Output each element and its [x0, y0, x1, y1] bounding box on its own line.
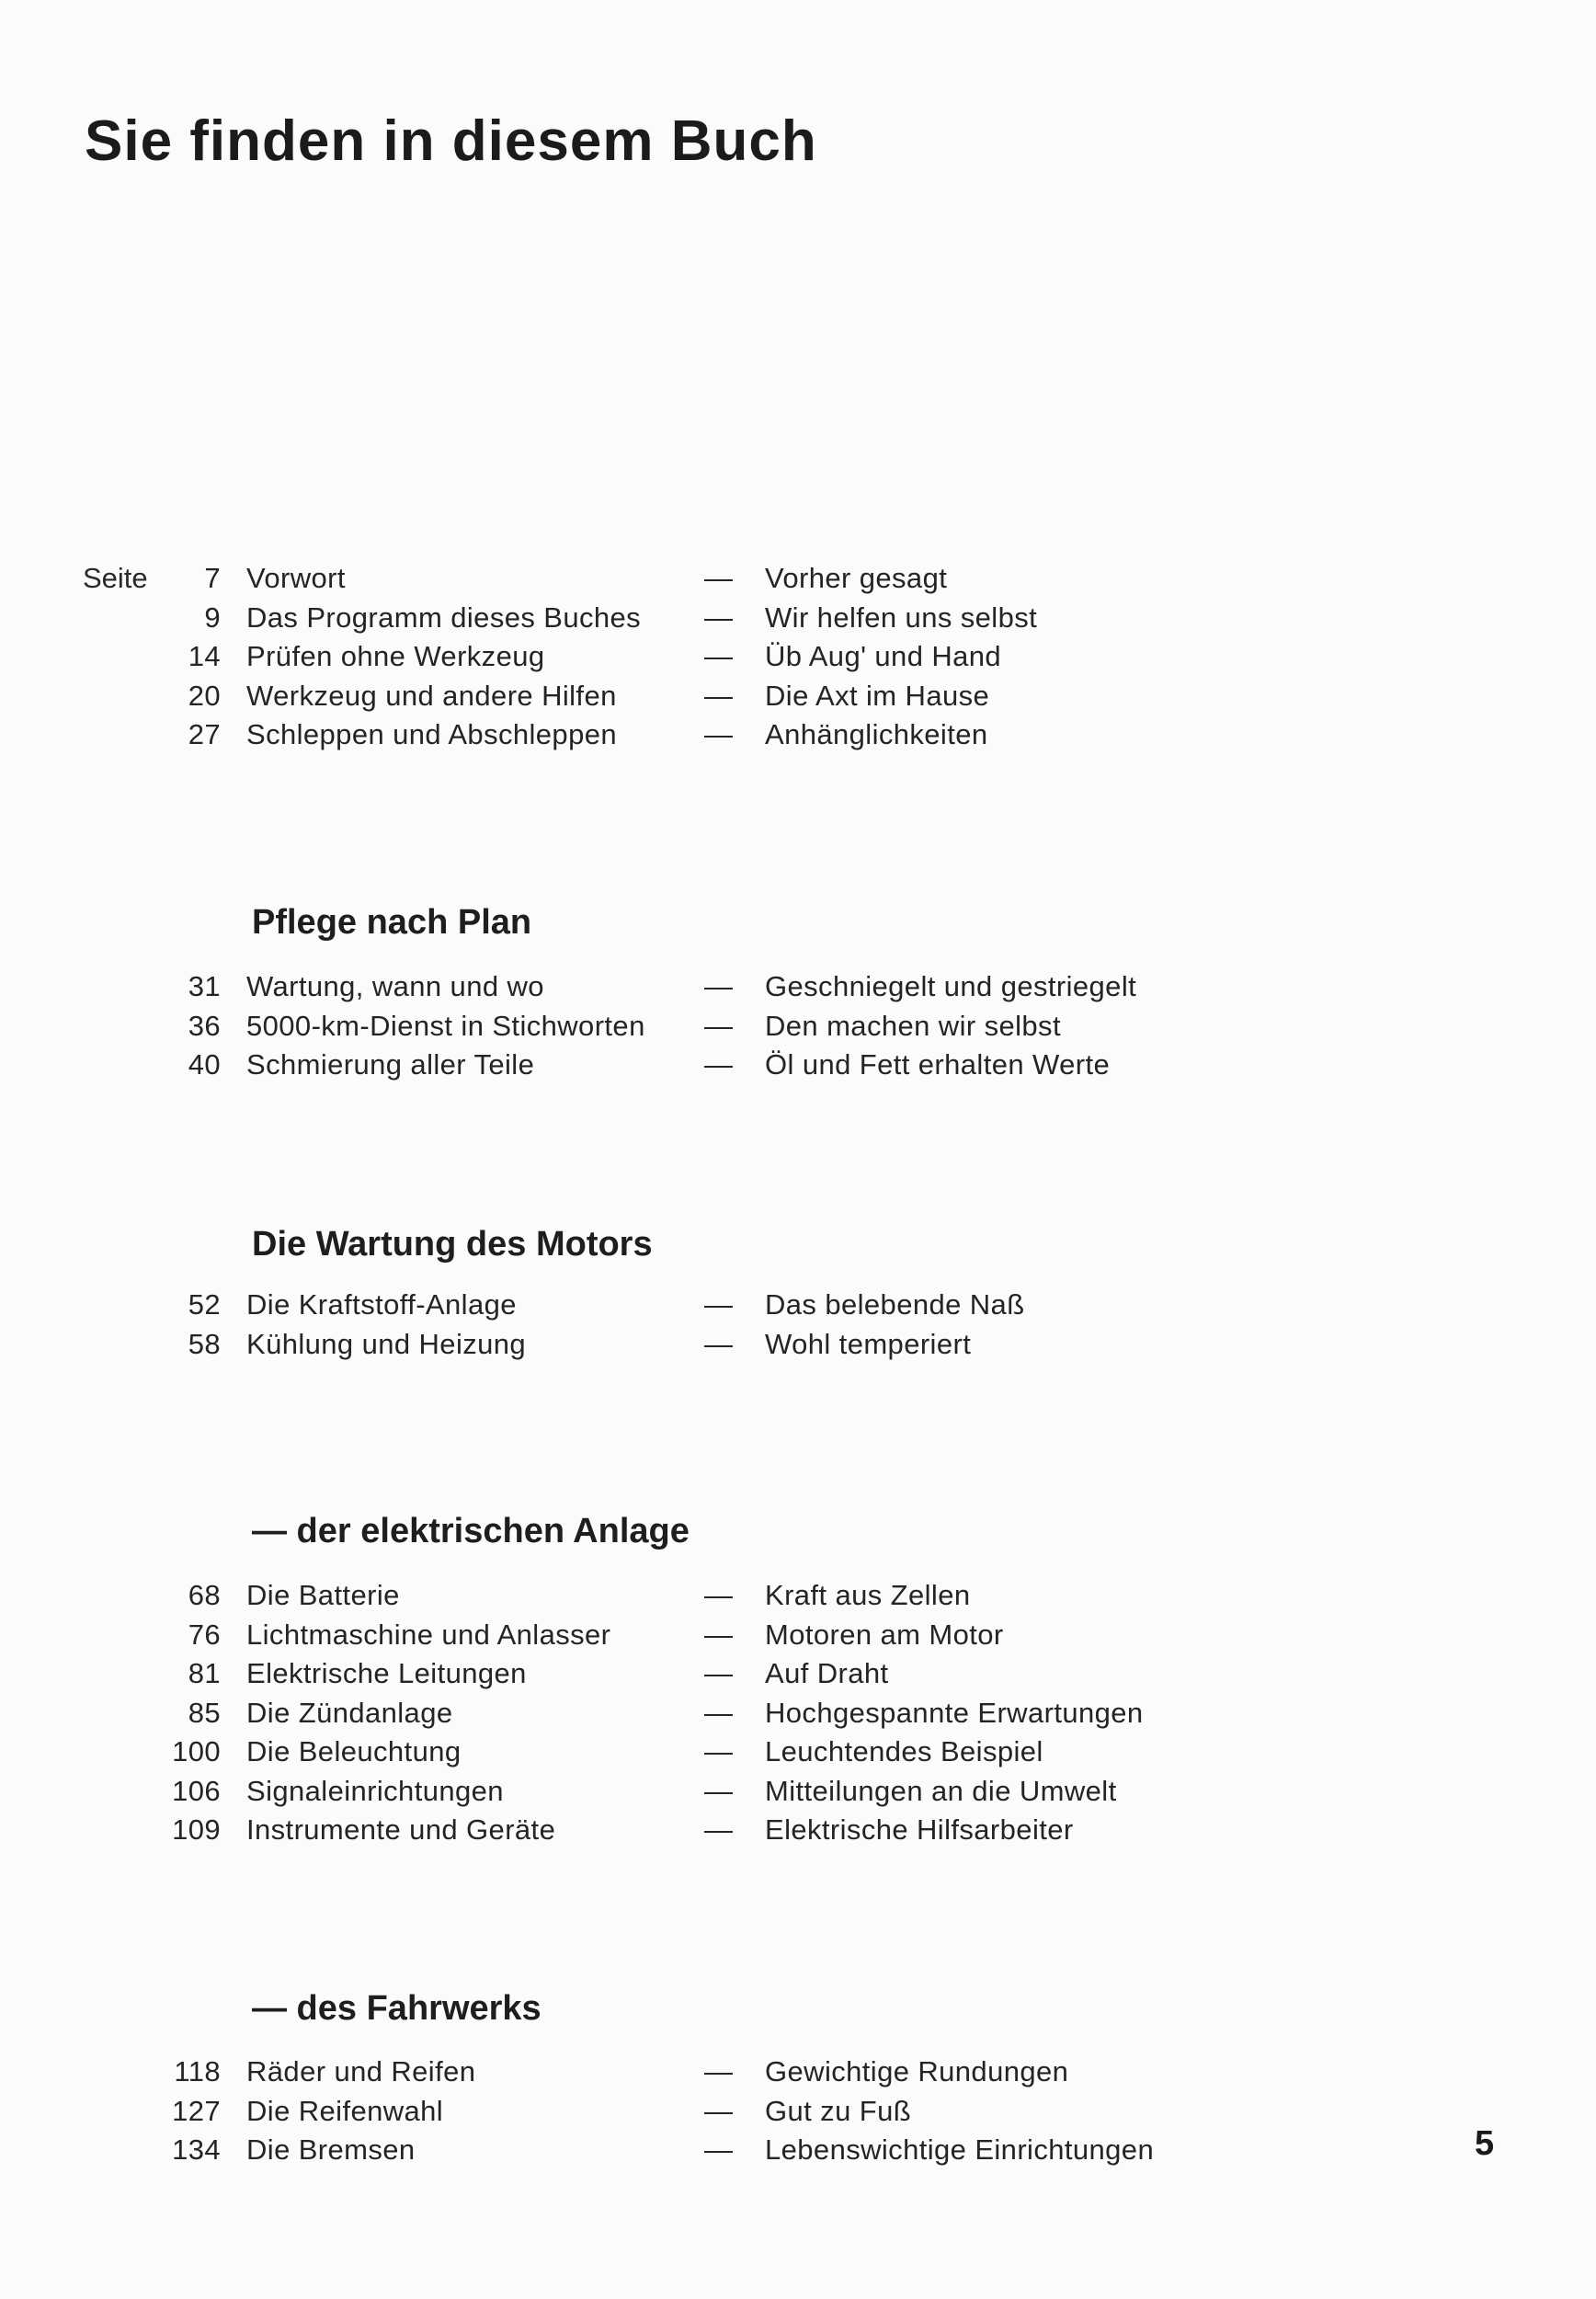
toc-entry-subtitle: Öl und Fett erhalten Werte [765, 1048, 1111, 1081]
section-heading-motor: Die Wartung des Motors [252, 1225, 653, 1264]
toc-intro-list [0, 559, 1596, 755]
section-heading-elektrik: — der elektrischen Anlage [252, 1512, 690, 1550]
toc-entry [0, 715, 1596, 755]
toc-entry [0, 677, 1596, 716]
toc-page-number: 109 [172, 1813, 221, 1846]
toc-page-number: 100 [172, 1735, 221, 1767]
toc-entry-title: Signaleinrichtungen [246, 1774, 504, 1807]
toc-entry-title: Die Kraftstoff-Anlage [246, 1288, 517, 1321]
toc-page-number: 9 [204, 600, 221, 634]
toc-dash: — [704, 1696, 734, 1729]
toc-page-number: 118 [174, 2055, 221, 2087]
toc-page-number: 27 [188, 718, 221, 750]
section-heading-pflege: Pflege nach Plan [252, 903, 532, 942]
toc-entry-title: Kühlung und Heizung [246, 1327, 527, 1360]
toc-entry-subtitle: Wir helfen uns selbst [765, 600, 1038, 634]
toc-entry-title: Das Programm dieses Buches [246, 600, 642, 634]
toc-entry [0, 1811, 1596, 1850]
toc-entry [0, 1007, 1596, 1047]
toc-page-number: 58 [188, 1327, 221, 1360]
toc-entry-title: Die Zündanlage [246, 1696, 453, 1729]
toc-page-number: 127 [172, 2094, 221, 2127]
toc-dash: — [704, 718, 734, 750]
toc-dash: — [704, 1735, 734, 1767]
toc-entry-title: Die Bremsen [246, 2133, 416, 2166]
toc-entry-subtitle: Hochgespannte Erwartungen [765, 1696, 1144, 1729]
toc-page-number: 68 [188, 1579, 221, 1611]
toc-entry-subtitle: Das belebende Naß [765, 1288, 1025, 1321]
toc-entry-subtitle: Anhänglichkeiten [765, 718, 988, 750]
toc-dash: — [704, 1048, 734, 1081]
toc-entry-title: Die Reifenwahl [246, 2094, 444, 2127]
toc-section-pflege [0, 967, 1596, 1085]
page-number: 5 [1475, 2124, 1495, 2163]
toc-entry-subtitle: Kraft aus Zellen [765, 1579, 971, 1611]
toc-dash: — [704, 1774, 734, 1807]
section-heading-fahrwerk: — des Fahrwerks [252, 1989, 542, 2028]
toc-page-number: 85 [188, 1696, 221, 1729]
toc-entry-subtitle: Üb Aug' und Hand [765, 640, 1002, 672]
toc-entry-title: Räder und Reifen [246, 2055, 476, 2087]
toc-entry-title: Prüfen ohne Werkzeug [246, 640, 545, 672]
toc-dash: — [704, 970, 734, 1002]
toc-entry-title: Instrumente und Geräte [246, 1813, 556, 1846]
toc-entry [0, 967, 1596, 1007]
toc-entry-subtitle: Den machen wir selbst [765, 1009, 1061, 1042]
toc-entry-title: Werkzeug und andere Hilfen [246, 679, 617, 712]
toc-page-number: 106 [172, 1774, 221, 1807]
toc-entry-title: Wartung, wann und wo [246, 970, 544, 1002]
toc-page-number: 36 [188, 1009, 221, 1042]
toc-page-number: 76 [188, 1618, 221, 1651]
toc-entry-title: Elektrische Leitungen [246, 1657, 527, 1689]
toc-dash: — [704, 1657, 734, 1689]
toc-page-number: 20 [188, 679, 221, 712]
toc-entry [0, 1772, 1596, 1812]
toc-entry [0, 559, 1596, 599]
toc-dash: — [704, 1579, 734, 1611]
toc-entry [0, 1654, 1596, 1694]
toc-entry [0, 2092, 1596, 2132]
toc-page-number: 14 [188, 640, 221, 672]
toc-page-number: 7 [204, 562, 221, 594]
toc-page-number: 81 [188, 1657, 221, 1689]
toc-entry [0, 1286, 1596, 1325]
toc-entry-title: Die Beleuchtung [246, 1735, 462, 1767]
toc-entry [0, 2131, 1596, 2170]
toc-dash: — [704, 1288, 734, 1321]
toc-entry-subtitle: Motoren am Motor [765, 1618, 1004, 1651]
toc-section-elektrik [0, 1576, 1596, 1850]
toc-dash: — [704, 562, 734, 594]
toc-entry [0, 637, 1596, 677]
toc-dash: — [704, 2133, 734, 2166]
toc-entry [0, 1046, 1596, 1085]
toc-entry-subtitle: Auf Draht [765, 1657, 889, 1689]
toc-dash: — [704, 2094, 734, 2127]
toc-entry [0, 2053, 1596, 2092]
toc-entry-subtitle: Die Axt im Hause [765, 679, 990, 712]
toc-dash: — [704, 1813, 734, 1846]
toc-entry [0, 1733, 1596, 1772]
toc-page-number: 134 [172, 2133, 221, 2166]
toc-entry-subtitle: Gewichtige Rundungen [765, 2055, 1069, 2087]
toc-entry [0, 1616, 1596, 1655]
page-title: Sie finden in diesem Buch [85, 109, 817, 173]
toc-dash: — [704, 640, 734, 672]
toc-section-fahrwerk [0, 2053, 1596, 2170]
toc-entry-title: Schmierung aller Teile [246, 1048, 535, 1081]
toc-page-number: 31 [188, 970, 221, 1002]
toc-entry-subtitle: Elektrische Hilfsarbeiter [765, 1813, 1074, 1846]
toc-dash: — [704, 600, 734, 634]
toc-dash: — [704, 1009, 734, 1042]
toc-entry-title: Vorwort [246, 562, 346, 594]
toc-dash: — [704, 1618, 734, 1651]
toc-page-number: 52 [188, 1288, 221, 1321]
toc-entry-title: Lichtmaschine und Anlasser [246, 1618, 611, 1651]
toc-dash: — [704, 679, 734, 712]
toc-entry [0, 1694, 1596, 1733]
toc-entry-title: Die Batterie [246, 1579, 400, 1611]
toc-section-motor [0, 1286, 1596, 1364]
toc-entry-subtitle: Geschniegelt und gestriegelt [765, 970, 1137, 1002]
toc-entry-subtitle: Lebenswichtige Einrichtungen [765, 2133, 1155, 2166]
toc-entry-subtitle: Wohl temperiert [765, 1327, 972, 1360]
toc-dash: — [704, 2055, 734, 2087]
toc-dash: — [704, 1327, 734, 1360]
toc-entry-title: Schleppen und Abschleppen [246, 718, 617, 750]
toc-entry-subtitle: Leuchtendes Beispiel [765, 1735, 1043, 1767]
toc-entry [0, 599, 1596, 638]
toc-entry-subtitle: Mitteilungen an die Umwelt [765, 1774, 1117, 1807]
toc-page-number: 40 [188, 1048, 221, 1081]
toc-entry [0, 1576, 1596, 1616]
toc-entry-title: 5000-km-Dienst in Stichworten [246, 1009, 645, 1042]
toc-entry [0, 1325, 1596, 1365]
seite-label: Seite [83, 562, 148, 594]
toc-entry-subtitle: Vorher gesagt [765, 562, 948, 594]
toc-entry-subtitle: Gut zu Fuß [765, 2094, 912, 2127]
